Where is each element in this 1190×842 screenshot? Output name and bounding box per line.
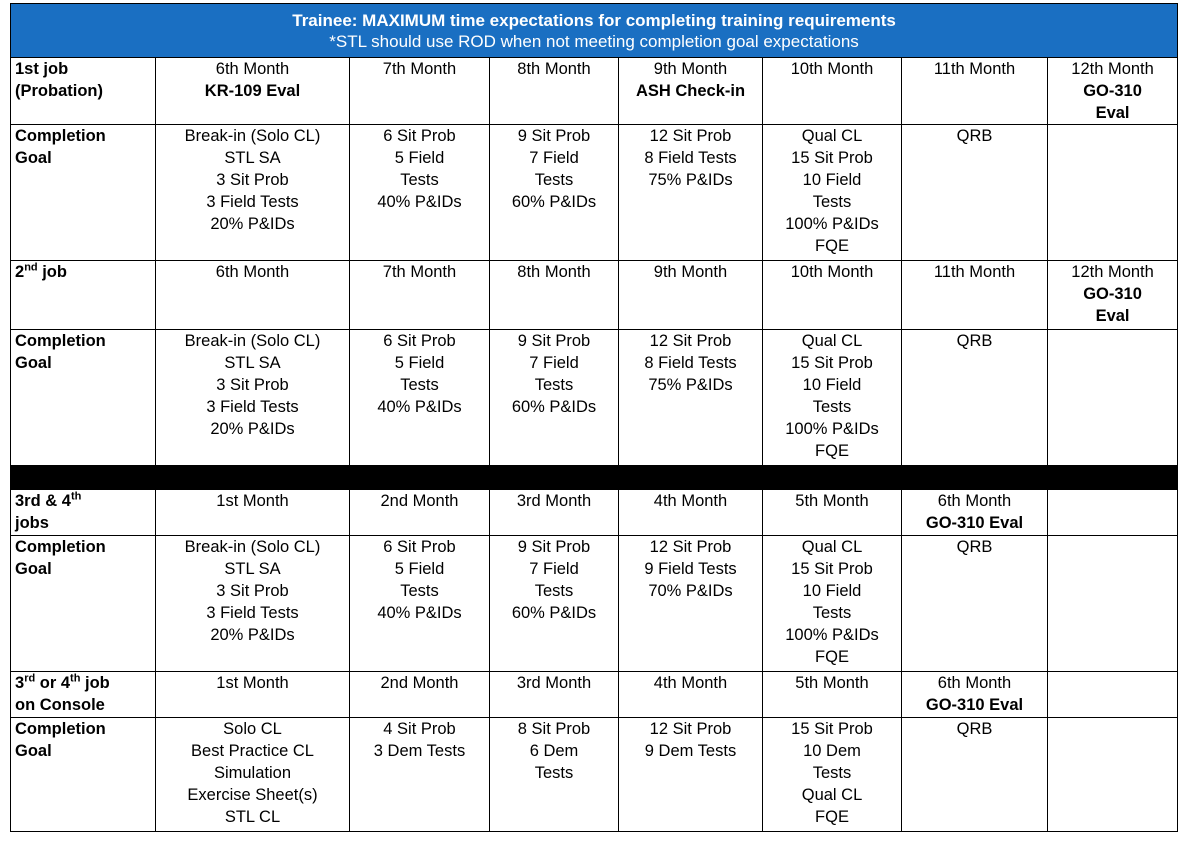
month-cell: 12th Month GO-310 Eval	[1048, 261, 1178, 330]
goal-line: QRB	[956, 127, 993, 145]
section-divider	[11, 466, 1178, 490]
month-cell: 4th Month	[619, 672, 763, 718]
row-label-completion-goal: Completion Goal	[11, 718, 156, 832]
goal-line: 75% P&IDs	[648, 171, 733, 189]
month-cell: 2nd Month	[350, 672, 490, 718]
row-label-3rd-4th-jobs: 3rd & 4th jobs	[11, 490, 156, 536]
goal-line: Tests	[812, 764, 852, 782]
goal-line: 4 Sit Prob	[383, 720, 456, 738]
goal-line: 6 Sit Prob	[383, 332, 456, 350]
section-3-month-row	[11, 490, 1178, 536]
month-cell: 7th Month	[350, 58, 490, 125]
goal-line: Qual CL	[801, 786, 863, 804]
goal-line: 5 Field	[394, 354, 445, 372]
month-cell: 5th Month	[763, 672, 902, 718]
section-4-goal-row	[11, 718, 1178, 832]
section-4-month-row	[11, 672, 1178, 718]
goal-line: 8 Field Tests	[644, 354, 737, 372]
goal-line: STL SA	[224, 560, 281, 578]
month-cell: 10th Month	[763, 261, 902, 330]
black-divider-bar	[11, 466, 1178, 490]
goal-line: 60% P&IDs	[511, 193, 597, 211]
goal-line: Tests	[812, 398, 852, 416]
month-cell: 6th Month	[156, 261, 350, 330]
goal-line: 5 Field	[394, 560, 445, 578]
month-cell: 6th Month GO-310 Eval	[902, 490, 1048, 536]
goal-line: STL SA	[224, 354, 281, 372]
goal-line: FQE	[815, 442, 849, 460]
month-cell: 7th Month	[350, 261, 490, 330]
month-cell: 10th Month	[763, 58, 902, 125]
goal-line: 9 Sit Prob	[517, 538, 591, 556]
goal-line: 6 Sit Prob	[383, 127, 456, 145]
goal-line: Qual CL	[801, 332, 863, 350]
goal-line: 40% P&IDs	[377, 398, 462, 416]
goal-line: Tests	[812, 604, 852, 622]
goal-cell	[490, 125, 619, 261]
goal-line: Simulation	[213, 764, 292, 782]
goal-line: Qual CL	[801, 127, 863, 145]
goal-line: 75% P&IDs	[648, 376, 733, 394]
goal-line: QRB	[956, 332, 993, 350]
goal-cell	[1048, 718, 1178, 832]
month-cell: 9th Month	[619, 261, 763, 330]
goal-line: 12 Sit Prob	[649, 538, 732, 556]
goal-line: FQE	[815, 648, 849, 666]
month-cell: 6th Month GO-310 Eval	[902, 672, 1048, 718]
goal-line: 10 Field	[802, 171, 862, 189]
month-cell: 11th Month	[902, 58, 1048, 125]
goal-line: 9 Field Tests	[644, 560, 737, 578]
goal-cell	[156, 125, 350, 261]
goal-line: 15 Sit Prob	[791, 720, 873, 738]
goal-line: 10 Field	[802, 582, 862, 600]
goal-line: Tests	[400, 376, 439, 394]
month-cell	[1048, 672, 1178, 718]
goal-line: 3 Field Tests	[206, 604, 299, 622]
goal-cell	[156, 536, 350, 672]
month-cell: 8th Month	[490, 261, 619, 330]
row-label-console-job: 3rd or 4th job on Console	[11, 672, 156, 718]
goal-cell	[156, 330, 350, 466]
goal-line: 7 Field	[529, 560, 579, 578]
row-label-1st-job: 1st job (Probation)	[11, 58, 156, 125]
row-label-2nd-job: 2nd job	[11, 261, 156, 330]
goal-cell	[902, 330, 1048, 466]
goal-line: 100% P&IDs	[785, 215, 879, 233]
month-cell: 11th Month	[902, 261, 1048, 330]
goal-line: 5 Field	[394, 149, 445, 167]
goal-line: 3 Sit Prob	[216, 582, 289, 600]
month-cell: 8th Month	[490, 58, 619, 125]
goal-cell	[490, 330, 619, 466]
month-cell: 12th Month GO-310 Eval	[1048, 58, 1178, 125]
goal-cell	[619, 536, 763, 672]
goal-line: 20% P&IDs	[210, 215, 295, 233]
table-header	[11, 4, 1178, 58]
goal-line: 100% P&IDs	[785, 626, 879, 644]
row-label-completion-goal: Completion Goal	[11, 536, 156, 672]
goal-line: 3 Field Tests	[206, 398, 299, 416]
month-cell: 5th Month	[763, 490, 902, 536]
month-cell: 3rd Month	[490, 672, 619, 718]
goal-line: Tests	[534, 376, 574, 394]
goal-line: 40% P&IDs	[377, 604, 462, 622]
goal-line: Tests	[812, 193, 852, 211]
goal-line: 6 Dem	[529, 742, 579, 760]
goal-line: 40% P&IDs	[377, 193, 462, 211]
table-title: Trainee: MAXIMUM time expectations for completing training requirements	[292, 10, 896, 30]
goal-line: 10 Dem	[803, 742, 861, 760]
goal-line: 100% P&IDs	[785, 420, 879, 438]
goal-line: 7 Field	[529, 354, 579, 372]
goal-line: 15 Sit Prob	[791, 354, 873, 372]
goal-cell	[619, 125, 763, 261]
goal-line: 3 Dem Tests	[373, 742, 466, 760]
month-cell: 1st Month	[156, 490, 350, 536]
goal-cell	[350, 125, 490, 261]
goal-line: 3 Field Tests	[206, 193, 299, 211]
goal-line: Tests	[534, 582, 574, 600]
goal-line: Exercise Sheet(s)	[187, 786, 318, 804]
goal-cell	[350, 718, 490, 832]
goal-line: 3 Sit Prob	[216, 171, 289, 189]
goal-line: 10 Field	[802, 376, 862, 394]
month-cell	[1048, 490, 1178, 536]
goal-line: 60% P&IDs	[511, 604, 597, 622]
goal-line: 8 Sit Prob	[517, 720, 591, 738]
goal-line: Tests	[534, 171, 574, 189]
goal-line: Best Practice CL	[191, 742, 314, 760]
goal-cell	[902, 718, 1048, 832]
goal-line: 12 Sit Prob	[649, 332, 732, 350]
goal-line: 12 Sit Prob	[649, 127, 732, 145]
goal-cell	[1048, 125, 1178, 261]
row-label-completion-goal: Completion Goal	[11, 125, 156, 261]
goal-cell	[350, 330, 490, 466]
goal-line: Tests	[534, 764, 574, 782]
section-3-goal-row	[11, 536, 1178, 672]
section-1-month-row	[11, 58, 1178, 125]
goal-line: QRB	[956, 720, 993, 738]
goal-line: Tests	[400, 582, 439, 600]
section-2-goal-row	[11, 330, 1178, 466]
goal-line: Tests	[400, 171, 439, 189]
goal-cell	[490, 536, 619, 672]
goal-line: 12 Sit Prob	[649, 720, 732, 738]
goal-line: Break-in (Solo CL)	[184, 332, 321, 350]
goal-cell	[490, 718, 619, 832]
goal-line: Qual CL	[801, 538, 863, 556]
section-1-goal-row	[11, 125, 1178, 261]
section-2-month-row	[11, 261, 1178, 330]
goal-cell	[763, 330, 902, 466]
goal-line: STL SA	[224, 149, 281, 167]
goal-line: 9 Dem Tests	[644, 742, 737, 760]
goal-line: Solo CL	[223, 720, 282, 738]
goal-line: 7 Field	[529, 149, 579, 167]
goal-line: QRB	[956, 538, 993, 556]
month-cell: 9th Month ASH Check-in	[619, 58, 763, 125]
goal-line: 15 Sit Prob	[791, 560, 873, 578]
goal-cell	[763, 125, 902, 261]
goal-cell	[902, 125, 1048, 261]
goal-line: 9 Sit Prob	[517, 127, 591, 145]
month-cell: 3rd Month	[490, 490, 619, 536]
goal-line: 20% P&IDs	[210, 420, 295, 438]
goal-line: FQE	[815, 808, 849, 826]
month-cell: 6th Month KR-109 Eval	[156, 58, 350, 125]
goal-line: 8 Field Tests	[644, 149, 737, 167]
goal-line: STL CL	[224, 808, 281, 826]
goal-cell	[1048, 536, 1178, 672]
goal-cell	[763, 536, 902, 672]
goal-line: Break-in (Solo CL)	[184, 127, 321, 145]
training-requirements-table	[10, 3, 1178, 832]
month-cell: 2nd Month	[350, 490, 490, 536]
goal-line: Break-in (Solo CL)	[184, 538, 321, 556]
goal-cell	[763, 718, 902, 832]
goal-cell	[902, 536, 1048, 672]
goal-line: 70% P&IDs	[648, 582, 733, 600]
goal-cell	[156, 718, 350, 832]
goal-cell	[619, 718, 763, 832]
goal-line: 9 Sit Prob	[517, 332, 591, 350]
goal-line: 3 Sit Prob	[216, 376, 289, 394]
goal-cell	[619, 330, 763, 466]
goal-cell	[350, 536, 490, 672]
goal-cell	[1048, 330, 1178, 466]
table-subtitle: *STL should use ROD when not meeting completion goal expectations	[329, 31, 859, 51]
month-cell: 1st Month	[156, 672, 350, 718]
goal-line: 20% P&IDs	[210, 626, 295, 644]
goal-line: 15 Sit Prob	[791, 149, 873, 167]
goal-line: FQE	[815, 237, 849, 255]
goal-line: 6 Sit Prob	[383, 538, 456, 556]
month-cell: 4th Month	[619, 490, 763, 536]
goal-line: 60% P&IDs	[511, 398, 597, 416]
row-label-completion-goal: Completion Goal	[11, 330, 156, 466]
